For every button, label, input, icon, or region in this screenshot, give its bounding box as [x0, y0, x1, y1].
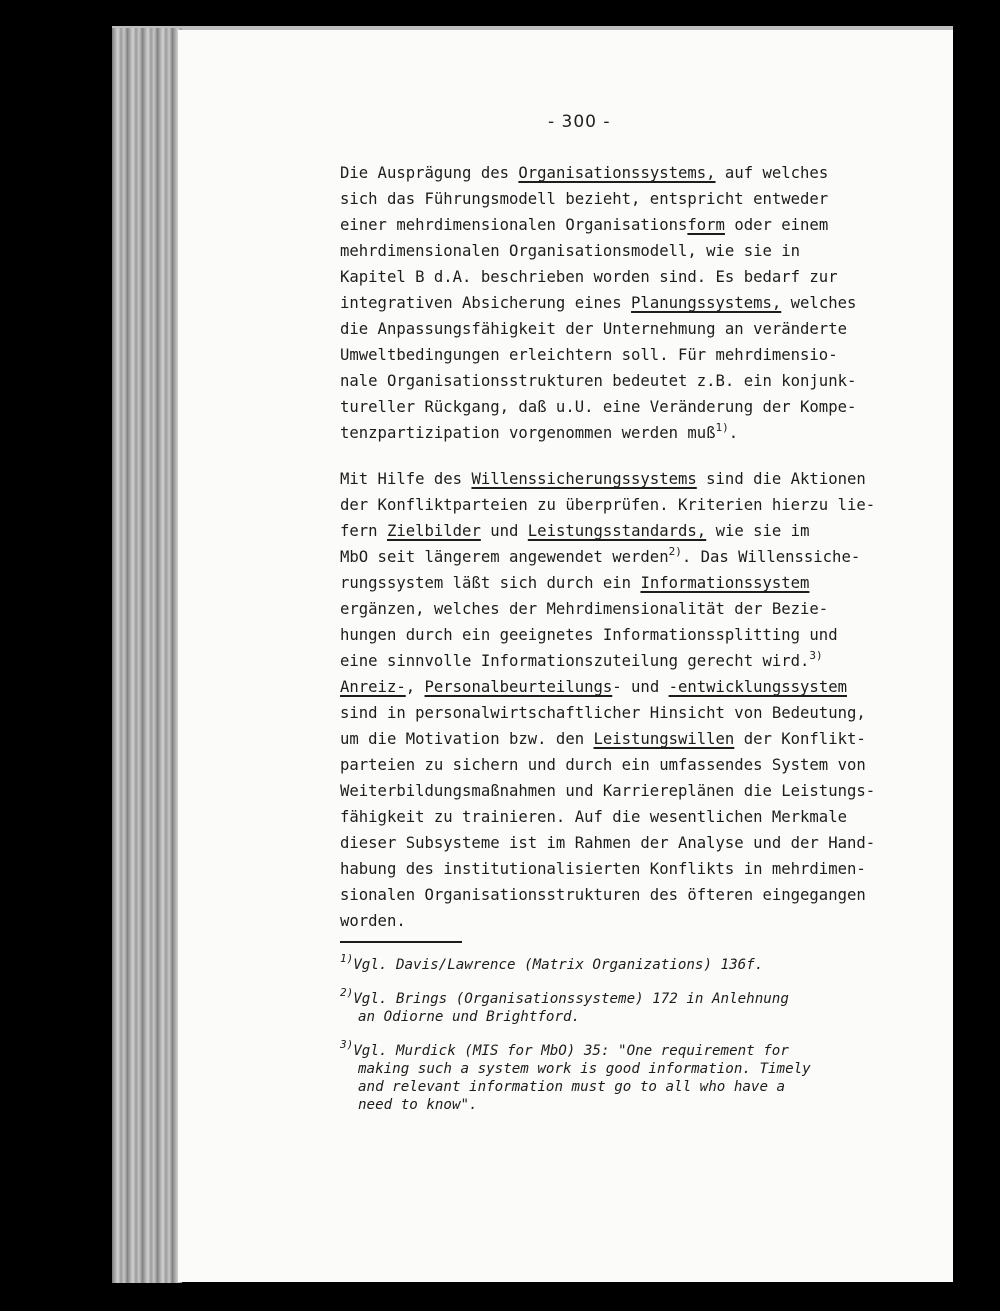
text-line: rungssystem läßt sich durch ein Informationssystem — [340, 574, 810, 592]
text-line: sich das Führungsmodell bezieht, entspricht entweder — [340, 190, 829, 208]
text-line: habung des institutionalisierten Konflikts in mehrdimen- — [340, 860, 866, 878]
footnote-3: $^{3)}$Vgl. Murdick (MIS for MbO) 35: "One requirement for making such a system work is good information. Timely and relevant information must go to all who have a need to know". — [340, 1038, 811, 1113]
text-line: Umweltbedingungen erleichtern soll. Für mehrdimensio- — [340, 346, 838, 364]
term-informationssystem: Informationssystem — [640, 574, 810, 592]
text-line: Anreiz-, Personalbeurteilungs- und -entwicklungssystem — [340, 678, 847, 696]
text-line: Weiterbildungsmaßnahmen und Karriereplänen die Leistungs- — [340, 782, 876, 800]
text-line: fähigkeit zu trainieren. Auf die wesentlichen Merkmale — [340, 808, 847, 826]
footnote-mark: 3) — [340, 1038, 354, 1051]
term-planungssystem: Planungssystems, — [631, 294, 782, 312]
footnote-mark: 2) — [340, 986, 354, 999]
text-line: Die Ausprägung des Organisationssystems, auf welches — [340, 164, 829, 182]
text-line: Kapitel B d.A. beschrieben worden sind. Es bedarf zur — [340, 268, 838, 286]
text-line: sind in personalwirtschaftlicher Hinsicht von Bedeutung, — [340, 704, 866, 722]
text-line: worden. — [340, 912, 406, 930]
footnote-ref-2: 2) — [668, 545, 682, 558]
text-line: hungen durch ein geeignetes Informationssplitting und — [340, 626, 838, 644]
paragraph-2 — [340, 466, 930, 934]
page-number: - 300 - — [548, 112, 611, 132]
footnote-ref-1: 1) — [715, 421, 729, 434]
text-line: mehrdimensionalen Organisationsmodell, wie sie in — [340, 242, 801, 260]
text-line: dieser Subsysteme ist im Rahmen der Analyse und der Hand- — [340, 834, 876, 852]
text-line: einer mehrdimensionalen Organisationsform oder einem — [340, 216, 829, 234]
term-leistungswillen: Leistungswillen — [593, 730, 735, 748]
text-line: tenzpartizipation vorgenommen werden muß$^{1)}$. — [340, 421, 739, 442]
text-line: um die Motivation bzw. den Leistungswillen der Konflikt- — [340, 730, 866, 748]
paragraph-1 — [340, 160, 930, 446]
text-line: integrativen Absicherung eines Planungssystems, welches — [340, 294, 857, 312]
text-line: die Anpassungsfähigkeit der Unternehmung an veränderte — [340, 320, 847, 338]
term-anreiz: Anreiz- — [340, 678, 406, 696]
footnote-mark: 1) — [340, 952, 354, 965]
text-line: fern Zielbilder und Leistungsstandards, wie sie im — [340, 522, 810, 540]
footnote-2: $^{2)}$Vgl. Brings (Organisationssysteme) 172 in Anlehnung an Odiorne und Brightford. — [340, 986, 789, 1025]
text-line: ergänzen, welches der Mehrdimensionalität der Bezie- — [340, 600, 829, 618]
term-entwicklungssystem: -entwicklungssystem — [668, 678, 847, 696]
term-leistungsstandards: Leistungsstandards, — [527, 522, 707, 540]
term-form: form — [687, 216, 725, 234]
text-line: nale Organisationsstrukturen bedeutet z.B. ein konjunk- — [340, 372, 857, 390]
term-zielbilder: Zielbilder — [386, 522, 481, 540]
page-stack-edge — [112, 28, 182, 1283]
footnote-ref-3: 3) — [809, 649, 823, 662]
text-line: MbO seit längerem angewendet werden$^{2)}$. Das Willenssiche- — [340, 545, 861, 566]
term-personalbeurteilung: Personalbeurteilungs — [424, 678, 613, 696]
text-line: eine sinnvolle Informationszuteilung gerecht wird.$^{3)}$ — [340, 649, 823, 670]
text-line: sionalen Organisationsstrukturen des öfteren eingegangen — [340, 886, 866, 904]
text-line: parteien zu sichern und durch ein umfassendes System von — [340, 756, 866, 774]
text-line: tureller Rückgang, daß u.U. eine Veränderung der Kompe- — [340, 398, 857, 416]
term-willenssicherungssystem: Willenssicherungssystems — [471, 470, 697, 488]
term-organisationssystem: Organisationssystems, — [518, 164, 716, 182]
text-line: der Konfliktparteien zu überprüfen. Kriterien hierzu lie- — [340, 496, 876, 514]
footnote-separator — [340, 941, 462, 943]
footnote-1: $^{1)}$Vgl. Davis/Lawrence (Matrix Organizations) 136f. — [340, 952, 764, 973]
text-line: Mit Hilfe des Willenssicherungssystems sind die Aktionen — [340, 470, 866, 488]
